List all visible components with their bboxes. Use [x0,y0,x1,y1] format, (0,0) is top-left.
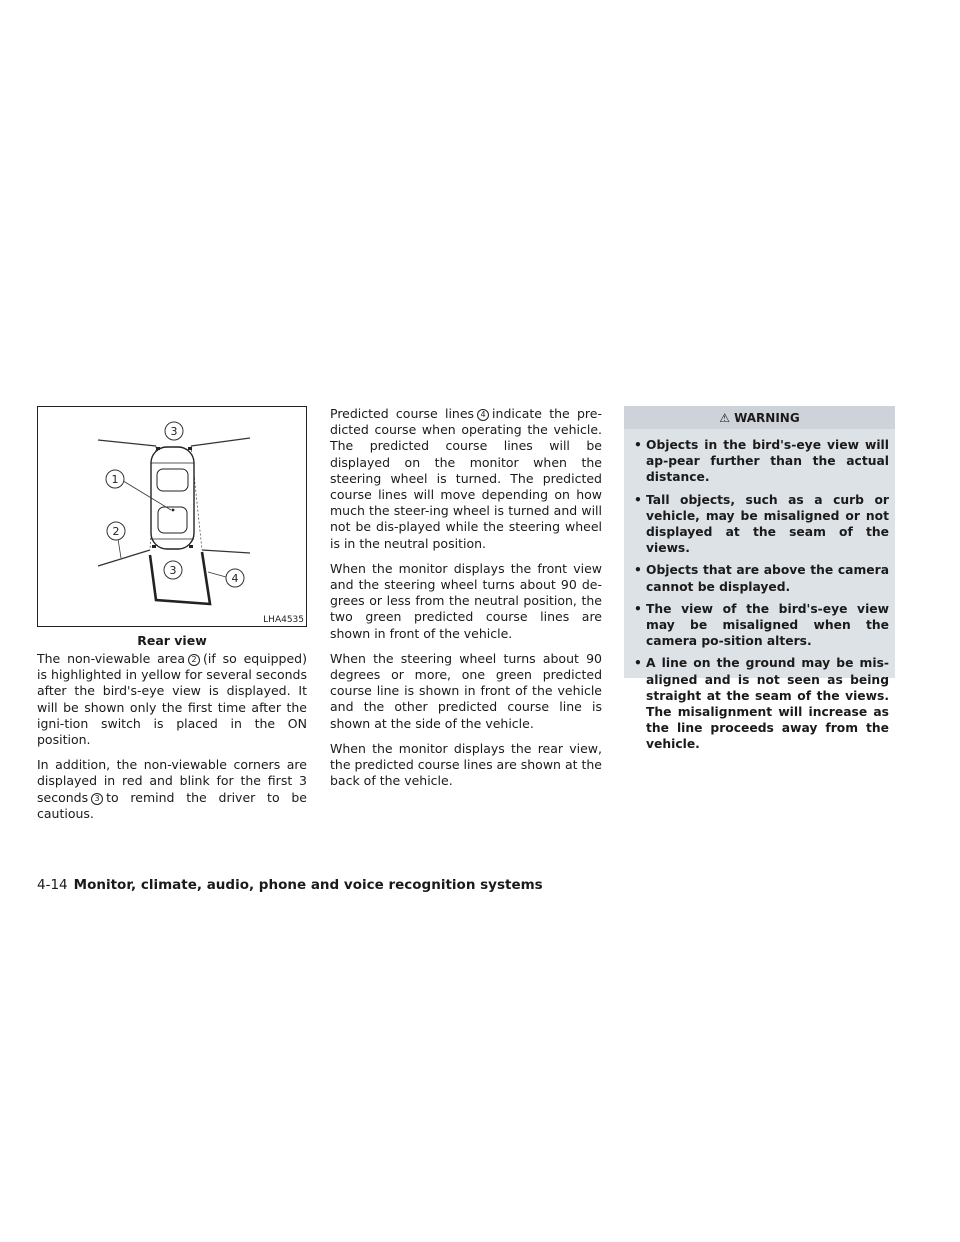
text: Objects that are above the camera cannot be displayed. [646,563,889,594]
text: Objects in the bird's-eye view will ap-pear further than the actual distance. [646,438,889,485]
warning-header [624,406,895,429]
paragraph-front-view: When the monitor displays the front view and the steering wheel turns about 90 de-grees or less from the neutral position, the two green predicted course lines are shown in front of the vehicle. [330,560,602,641]
text: (if so equipped) is highlighted in yellow for several seconds after the bird's-eye view is displayed. It will be shown only the first time after the igni-tion switch is placed in the ON position. [37,651,307,748]
text: A line on the ground may be mis-aligned and is not seen as being straight at the seam of the views. The misalignment will increase as the line proceeds away from the vehicle. [646,656,889,752]
page-number: 4-14 [37,877,68,893]
figure-caption: Rear view [137,633,207,648]
birds-eye-diagram [38,407,306,626]
figure-code: LHA4535 [263,615,304,625]
column-1 [37,651,307,831]
svg-text:1: 1 [111,473,119,486]
svg-text:4: 4 [231,572,239,585]
paragraph-ninety-degrees: When the steering wheel turns about 90 degrees or more, one green predicted course line is shown in front of the vehicle and the other predicted course line is shown at the side of the vehicle. [330,650,602,731]
callout-ref: 4 [477,409,489,421]
column-2 [330,406,602,798]
callout-ref: 2 [188,654,200,666]
svg-text:2: 2 [112,525,120,538]
warning-item: • A line on the ground may be mis-aligned and is not seen as being straight at the seam of the views. The misalignment will increase as the line proceeds away from the vehicle. [634,656,889,752]
svg-text:3: 3 [169,564,177,577]
warning-item: • Objects that are above the camera cannot be displayed. [634,563,889,594]
callout-3-bottom [164,561,182,579]
page-footer [37,877,543,893]
text: Tall objects, such as a curb or vehicle, may be misaligned or not displayed at the seam of the views. [646,492,889,556]
warning-item: • Objects in the bird's-eye view will ap-pear further than the actual distance. [634,438,889,485]
callout-4 [226,569,244,587]
text: Predicted course lines [330,406,475,421]
warning-item: • The view of the bird's-eye view may be misaligned when the camera po-sition alters. [634,601,889,649]
paragraph-non-viewable-corners [37,757,307,822]
text: The non-viewable area [37,651,186,666]
rear-view-figure [37,406,307,627]
warning-triangle-icon: ⚠ [719,410,731,425]
callout-3-top [165,422,183,440]
warning-item: • Tall objects, such as a curb or vehicle, may be misaligned or not displayed at the seam of the views. [634,492,889,556]
paragraph-non-viewable-area [37,651,307,748]
warning-title: WARNING [734,410,800,425]
text: The view of the bird's-eye view may be misaligned when the camera po-sition alters. [646,601,889,649]
text: to remind the driver to be cautious. [37,789,307,821]
paragraph-rear-view: When the monitor displays the rear view, the predicted course lines are shown at the back of the vehicle. [330,740,602,789]
callout-2 [107,522,125,540]
section-title: Monitor, climate, audio, phone and voice recognition systems [73,877,543,893]
text: indicate the pre-dicted course when operating the vehicle. The predicted course lines will be displayed on the monitor when the steering wheel is turned. The predicted course lines will move depending on how much the steer-ing wheel is turned and will not be dis-played while the steering wheel is in the neutral position. [330,406,602,551]
text: In addition, the non-viewable corners are displayed in red and blink for the first 3 seconds [37,757,307,805]
warning-box [624,406,895,752]
paragraph-predicted-course-lines [330,406,602,552]
svg-text:3: 3 [170,425,178,438]
callout-1 [106,470,124,488]
warning-list [624,437,895,753]
callout-ref: 3 [91,793,103,805]
